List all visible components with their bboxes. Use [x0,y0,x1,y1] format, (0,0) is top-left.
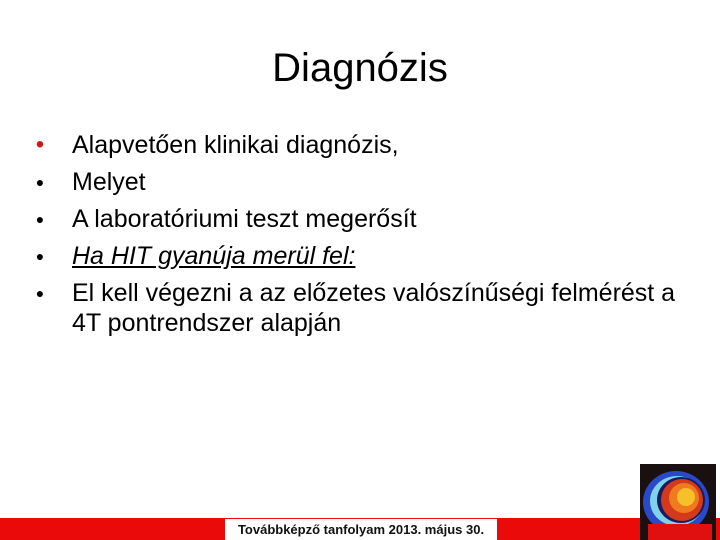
bullet-marker-icon: ● [35,174,45,190]
slide-title: Diagnózis [272,46,448,90]
bullet-marker-icon: • [35,131,45,158]
bullet-item [30,278,700,338]
bullet-text-emphasized: Ha HIT gyanúja merül fel: [72,242,356,270]
footer-caption: Továbbképző tanfolyam 2013. május 30. [225,519,497,540]
heart-scan-logo-icon [640,464,716,540]
bullet-text: Alapvetően klinikai diagnózis [72,131,392,159]
bullet-marker-icon: ● [35,248,45,264]
bullet-marker-icon: ● [35,285,45,301]
bullet-marker-icon: ● [35,211,45,227]
bullet-trailing-comma: , [391,131,399,159]
bullet-list [30,130,700,345]
bullet-item [30,130,700,160]
bullet-text: El kell végezni a az előzetes valószínűségi felmérést a 4T pontrendszer alapján [72,279,676,337]
bullet-text: Melyet [72,168,146,196]
bullet-item [30,241,700,271]
bullet-text: A laboratóriumi teszt megerősít [72,205,417,233]
bullet-item [30,204,700,234]
bullet-item [30,167,700,197]
